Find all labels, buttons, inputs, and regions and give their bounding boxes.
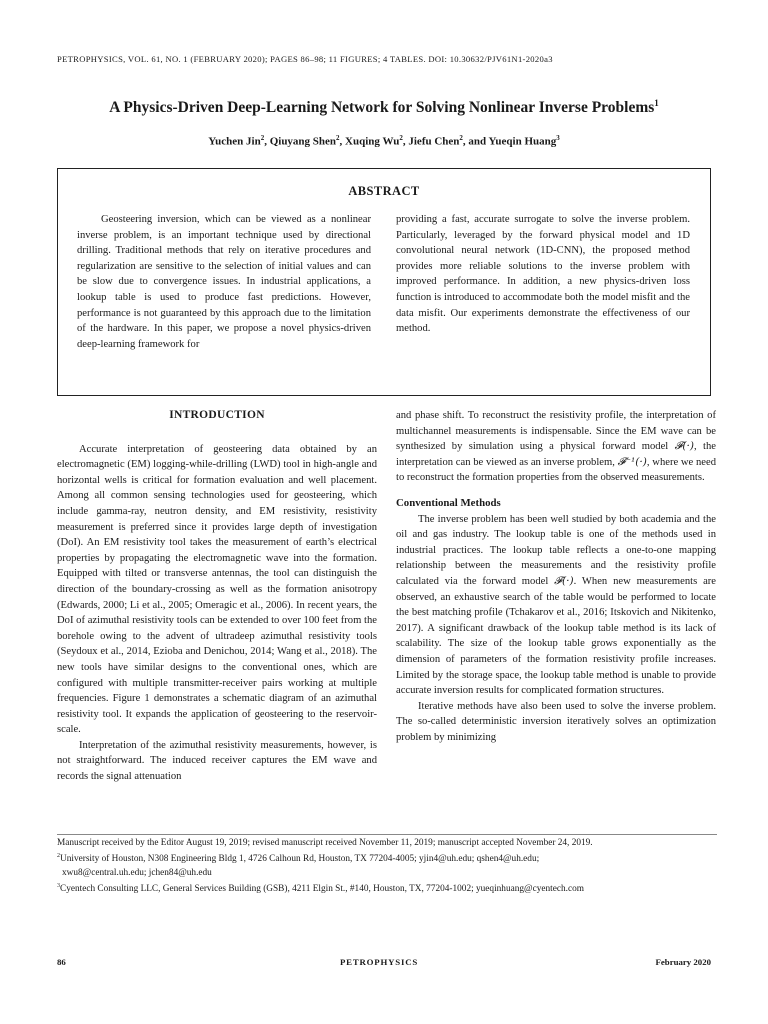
abstract-text-right: providing a fast, accurate surrogate to solve the inverse problem. Particularly, leveraged by the forward physical model and 1D convolutional neural network (1D-CNN), the proposed method provides more reliable solutions to the inverse problem with improved performance. In addition, a new physics-driven loss function is introduced to accommodate both the model misfit and the data misfit. Our experiments demonstrate the effectiveness of our method. <box>396 214 690 335</box>
affiliation-text: University of Houston, N308 Engineering Bldg 1, 4726 Calhoun Rd, Houston, TX 77204-4005; yjin4@uh.edu; qshen4@uh.edu; <box>60 854 540 865</box>
conventional-paragraph-2: Iterative methods have also been used to solve the inverse problem. The so-called deterministic inversion iteratively solves an optimization problem by minimizing <box>396 700 716 743</box>
footnote-mark: 2 <box>57 853 60 860</box>
inverse-model-symbol: 𝓕⁻¹(·) <box>617 455 647 468</box>
affiliation-note-3 <box>57 880 717 897</box>
conventional-paragraph-1 <box>396 512 716 699</box>
author-separator: , <box>339 135 346 148</box>
author-separator: , <box>264 135 270 148</box>
paragraph-text: , the interpretation can be viewed as an inverse problem, <box>396 441 716 468</box>
footnote-mark: 3 <box>57 883 60 890</box>
abstract-box <box>57 168 711 396</box>
paragraph-text: . When new measurements are observed, an exhaustive search of the table would be performed to locate the best matching profile (Tchakarov et al., 2016; Itskovich and Nikitenko, 2017). A significant drawback of the lookup table method is its lack of scalability. The size of the lookup table grows exponentially as the dimension of parameters of the formation resistivity profile increases. Limited by the storage space, the lookup table method is unable to provide accurate inversion results for complicated formation structures. <box>396 575 716 697</box>
journal-header: PETROPHYSICS, VOL. 61, NO. 1 (FEBRUARY 2020); PAGES 86–98; 11 FIGURES; 4 TABLES. DOI: 10.30632/PJV61N1-2020a3 <box>57 54 553 64</box>
author-separator: , <box>402 135 409 148</box>
page-number: 86 <box>57 957 66 967</box>
author-affiliation: 2 <box>459 134 463 142</box>
author-name: Yueqin Huang <box>488 135 557 148</box>
author-affiliation: 3 <box>556 134 560 142</box>
abstract-text-left: Geosteering inversion, which can be viewed as a nonlinear inverse problem, is an important technique used by directional drilling. Traditional methods that rely on iterative procedures and regularization are sensitive to the selection of initial values and can be slow due to convergence issues. In industrial applications, a lookup table is used to produce fast predictions. However, performance is not guaranteed by this approach due to the limitation of the hardware. In this paper, we propose a novel physics-driven deep-learning framework for <box>77 214 371 350</box>
body-column-right <box>396 408 716 745</box>
footer-date: February 2020 <box>655 957 711 967</box>
intro-paragraph-2: Interpretation of the azimuthal resistivity measurements, however, is not straightforward. The induced receiver captures the EM wave and records the signal attenuation <box>57 739 377 783</box>
author-name: Jiefu Chen <box>408 135 460 148</box>
author-name: Qiuyang Shen <box>269 135 337 148</box>
author-name: Yuchen Jin <box>208 135 261 148</box>
affiliation-text: Cyentech Consulting LLC, General Services Building (GSB), 4211 Elgin St., #140, Houston, TX, 77204-1002; yueqinhuang@cyentech.com <box>60 884 584 895</box>
abstract-heading: ABSTRACT <box>348 184 420 198</box>
forward-model-symbol: 𝓕(·) <box>674 440 695 453</box>
author-affiliation: 2 <box>260 134 265 142</box>
footer-journal-name: PETROPHYSICS <box>340 957 419 967</box>
subsection-heading-conventional-methods: Conventional Methods <box>396 496 501 509</box>
paragraph-text: The inverse problem has been well studied by both academia and the oil and gas industry. The lookup table is one of the methods used in industrial practices. The lookup table reflects a one-to-one mapping relationship between the measurements and the resistivity profile calculated via the forward model <box>396 513 716 587</box>
intro-paragraph-2-continued <box>396 408 716 486</box>
author-separator: , and <box>462 135 489 148</box>
intro-paragraph-1: Accurate interpretation of geosteering data obtained by an electromagnetic (EM) logging-while-drilling (LWD) tool in high-angle and horizontal wells is critical for formation evaluation and well placement. Among all common sensing technologies used for geosteering, which include gamma-ray, neutron density, and EM resistivity, resistivity measurement is preferred since it provides large depth of investigation (DoI). An EM resistivity tool takes the measurement of earth’s electrical properties by propagating the electromagnetic wave into the formation. Equipped with tilted or transverse antennas, the tool can distinguish the direction of the boundary-crossing as well as the formation anisotropy (Edwards, 2000; Li et al., 2005; Omeragic et al., 2006). In recent years, the DoI of azimuthal resistivity tools can be extended to over 100 feet from the borehole owing to the advent of ultradeep azimuthal resistivity tools (Seydoux et al., 2014, Ezioba and Denichou, 2014; Wang et al., 2018). The new tools have similar designs to the conventional ones, which are configured with multiple transmitter-receiver pairs working at multiple frequencies. Figure 1 demonstrates a schematic diagram of an azimuthal resistivity tool. It expands the application of geosteering to the reservoir-scale. <box>57 443 377 736</box>
affiliation-note-2-continued: xwu8@central.uh.edu; jchen84@uh.edu <box>62 867 212 878</box>
title-footnote-mark: 1 <box>654 98 659 108</box>
footnotes <box>57 834 717 897</box>
author-name: Xuqing Wu <box>345 135 400 148</box>
author-affiliation: 2 <box>336 134 340 142</box>
author-affiliation: 2 <box>399 134 403 142</box>
title-text: A Physics-Driven Deep-Learning Network for Solving Nonlinear Inverse Problems <box>109 99 655 117</box>
author-list <box>40 134 728 148</box>
manuscript-received-note: Manuscript received by the Editor August 19, 2019; revised manuscript received November 11, 2019; manuscript accepted November 24, 2019. <box>57 838 593 848</box>
paragraph-text: and phase shift. To reconstruct the resistivity profile, the interpretation of multichannel measurements is indispensable. Since the EM wave can be synthesized by simulation using a physical forward model <box>396 410 716 453</box>
body-column-left <box>57 408 377 785</box>
paragraph-text: , where we need to reconstruct the formation properties from the observed measurements. <box>396 456 716 484</box>
forward-model-symbol: 𝓕(·) <box>554 574 574 587</box>
article-title <box>40 98 728 117</box>
section-heading-introduction: INTRODUCTION <box>169 409 265 421</box>
affiliation-note-2 <box>57 850 717 867</box>
